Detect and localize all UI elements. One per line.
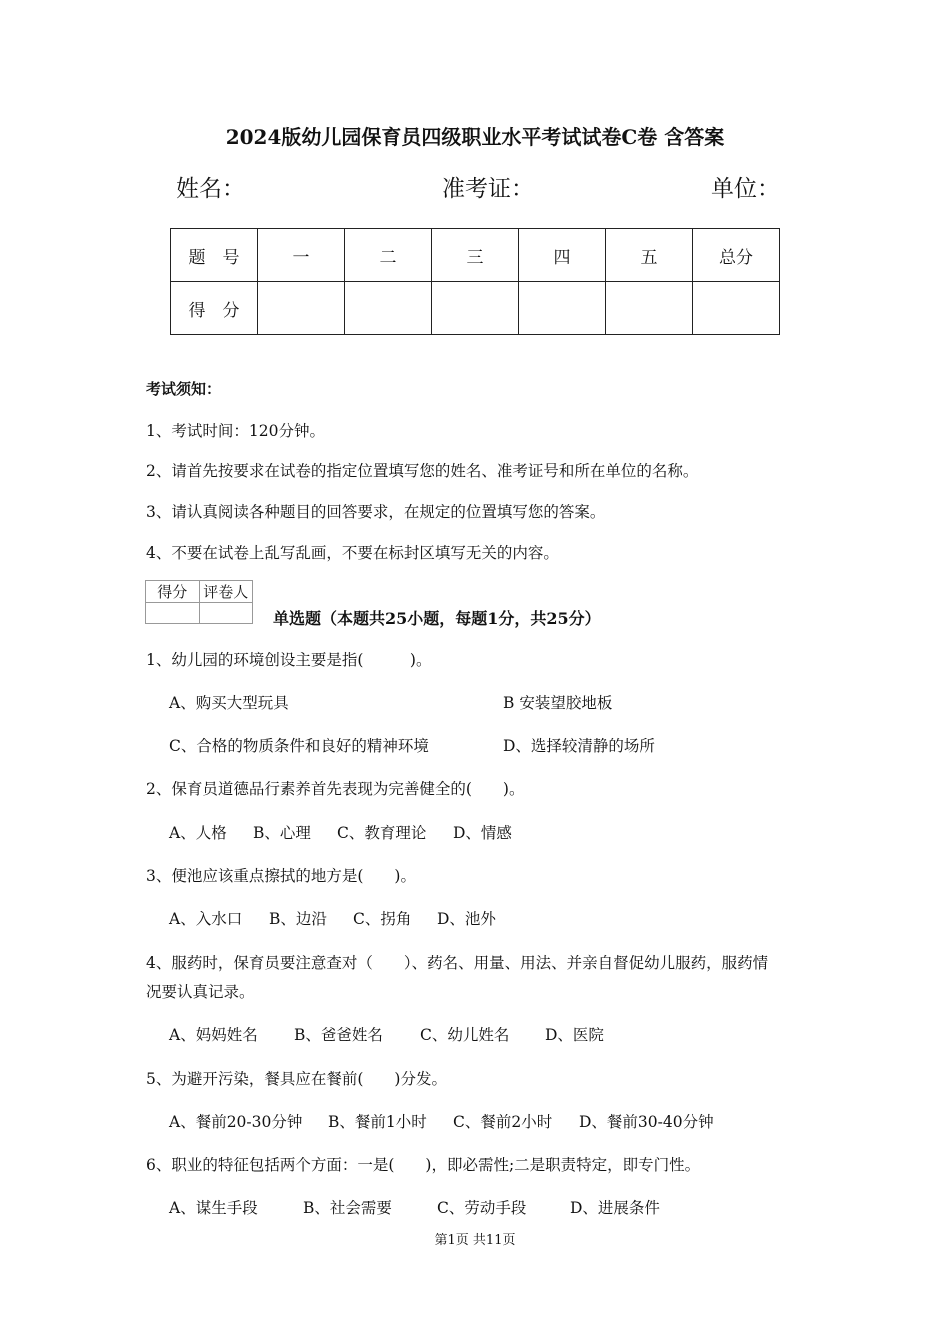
option[interactable]: B、边沿 (269, 910, 327, 928)
score-header-cell: 三 (432, 229, 519, 282)
option[interactable]: D、情感 (453, 824, 512, 842)
score-header-cell: 四 (519, 229, 606, 282)
question-stem: 5、为避开污染，餐具应在餐前( )分发。 (146, 1070, 447, 1088)
option[interactable]: B、社会需要 (303, 1199, 392, 1217)
option[interactable]: D、餐前30-40分钟 (579, 1113, 714, 1131)
option[interactable]: A、谋生手段 (169, 1199, 258, 1217)
grader-name-cell[interactable] (199, 603, 253, 624)
question-stem-continued: 况要认真记录。 (146, 983, 255, 1001)
option[interactable]: C、幼儿姓名 (420, 1026, 510, 1044)
unit-label: 单位： (711, 176, 780, 202)
score-header-cell: 二 (345, 229, 432, 282)
score-cell[interactable] (606, 282, 693, 335)
score-table-header-row (171, 229, 780, 282)
score-cell[interactable] (432, 282, 519, 335)
score-header-cell: 一 (258, 229, 345, 282)
grader-score-label: 得分 (146, 581, 200, 603)
score-cell[interactable] (693, 282, 780, 335)
grader-box (145, 580, 253, 624)
option[interactable]: B、爸爸姓名 (294, 1026, 383, 1044)
score-cell[interactable] (519, 282, 606, 335)
grader-name-label: 评卷人 (199, 581, 253, 603)
score-row-label: 得 分 (171, 282, 258, 335)
option[interactable]: A、餐前20-30分钟 (169, 1113, 303, 1131)
question-stem: 6、职业的特征包括两个方面：一是( )，即必需性;二是职责特定，即专门性。 (146, 1156, 701, 1174)
question-stem: 3、便池应该重点擦拭的地方是( )。 (146, 867, 416, 885)
option[interactable]: D、选择较清静的场所 (503, 737, 655, 755)
score-table (170, 228, 780, 335)
score-header-cell: 题 号 (171, 229, 258, 282)
exam-id-label: 准考证： (442, 176, 534, 202)
option[interactable]: B、餐前1小时 (328, 1113, 427, 1131)
page-title: 2024版幼儿园保育员四级职业水平考试试卷C卷 含答案 (225, 125, 725, 149)
option[interactable]: C、合格的物质条件和良好的精神环境 (169, 737, 429, 755)
option[interactable]: B 安装望胶地板 (503, 694, 613, 712)
option[interactable]: C、餐前2小时 (453, 1113, 553, 1131)
notes-title: 考试须知： (146, 380, 222, 398)
page-footer: 第1页 共11页 (434, 1233, 516, 1248)
option[interactable]: A、妈妈姓名 (169, 1026, 258, 1044)
question-stem: 1、幼儿园的环境创设主要是指( )。 (146, 651, 432, 669)
question-stem: 2、保育员道德品行素养首先表现为完善健全的( )。 (146, 780, 525, 798)
name-label: 姓名： (176, 176, 245, 202)
option[interactable]: B、心理 (253, 824, 311, 842)
section-title: 单选题（本题共25小题，每题1分，共25分） (273, 609, 601, 628)
note-item: 1、考试时间：120分钟。 (146, 422, 325, 440)
option[interactable]: D、医院 (545, 1026, 604, 1044)
option[interactable]: C、教育理论 (337, 824, 427, 842)
score-header-cell: 五 (606, 229, 693, 282)
grader-score-cell[interactable] (146, 603, 200, 624)
note-item: 4、不要在试卷上乱写乱画，不要在标封区填写无关的内容。 (146, 544, 559, 562)
option[interactable]: C、劳动手段 (437, 1199, 527, 1217)
note-item: 2、请首先按要求在试卷的指定位置填写您的姓名、准考证号和所在单位的名称。 (146, 462, 699, 480)
option[interactable]: A、入水口 (169, 910, 243, 928)
option[interactable]: A、购买大型玩具 (169, 694, 289, 712)
question-stem: 4、服药时，保育员要注意查对（ ）、药名、用量、用法、并亲自督促幼儿服药，服药情 (146, 954, 769, 972)
option[interactable]: A、人格 (169, 824, 227, 842)
note-item: 3、请认真阅读各种题目的回答要求，在规定的位置填写您的答案。 (146, 503, 606, 521)
score-table-score-row (171, 282, 780, 335)
option[interactable]: D、池外 (437, 910, 496, 928)
option[interactable]: C、拐角 (353, 910, 412, 928)
score-cell[interactable] (345, 282, 432, 335)
score-header-cell: 总分 (693, 229, 780, 282)
score-cell[interactable] (258, 282, 345, 335)
option[interactable]: D、进展条件 (570, 1199, 660, 1217)
